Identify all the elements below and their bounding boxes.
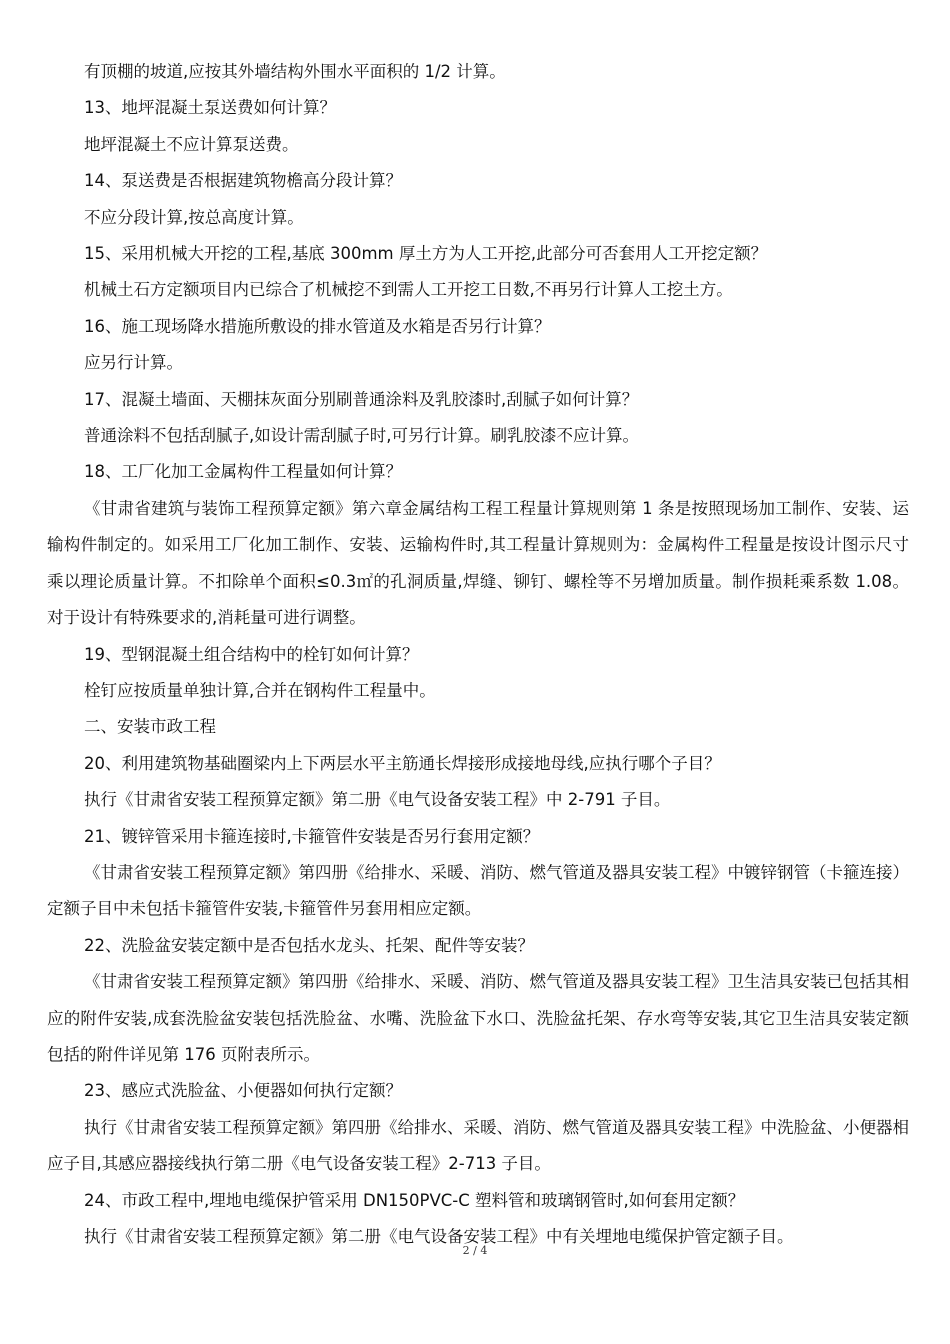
question-20: 20、利用建筑物基础圈梁内上下两层水平主筋通长焊接形成接地母线,应执行哪个子目？ bbox=[84, 753, 721, 773]
answer-17: 普通涂料不包括刮腻子,如设计需刮腻子时,可另行计算。刷乳胶漆不应计算。 bbox=[84, 426, 639, 446]
question-24: 24、市政工程中,埋地电缆保护管采用 DN150PVC-C 塑料管和玻璃钢管时,如何套用定额？ bbox=[84, 1190, 745, 1210]
section-heading: 二、安装市政工程 bbox=[84, 717, 216, 737]
question-23: 23、感应式洗脸盆、小便器如何执行定额？ bbox=[84, 1081, 402, 1101]
question-13: 13、地坪混凝土泵送费如何计算？ bbox=[84, 98, 336, 118]
answer-24: 执行《甘肃省安装工程预算定额》第二册《电气设备安装工程》中有关埋地电缆保护管定额子目。 bbox=[84, 1227, 794, 1246]
answer-23: 执行《甘肃省安装工程预算定额》第四册《给排水、采暖、消防、燃气管道及器具安装工程》中洗脸盆、小便器相应子目,其感应器接线执行第二册《电气设备安装工程》2-713 子目。 bbox=[47, 1117, 909, 1174]
answer-22: 《甘肃省安装工程预算定额》第四册《给排水、采暖、消防、燃气管道及器具安装工程》卫生洁具安装已包括其相应的附件安装,成套洗脸盆安装包括洗脸盆、水嘴、洗脸盆下水口、洗脸盆托架、存水弯等安装,其它卫生洁具安装定额包括的附件详见第 176 页附表所示。 bbox=[47, 972, 909, 1064]
answer-16: 应另行计算。 bbox=[84, 353, 183, 373]
page-number: 2 / 4 bbox=[462, 1244, 488, 1257]
question-16: 16、施工现场降水措施所敷设的排水管道及水箱是否另行计算？ bbox=[84, 316, 551, 336]
question-17: 17、混凝土墙面、天棚抹灰面分别刷普通涂料及乳胶漆时,刮腻子如何计算？ bbox=[84, 389, 639, 409]
answer-18: 《甘肃省建筑与装饰工程预算定额》第六章金属结构工程工程量计算规则第 1 条是按照现场加工制作、安装、运输构件制定的。如采用工厂化加工制作、安装、运输构件时,其工程量计算规则为：金属构件工程量是按设计图示尺寸乘以理论质量计算。不扣除单个面积≤0.3㎡的孔洞质量,焊缝、铆钉、螺栓等不另增加质量。制作损耗乘系数 1.08。对于设计有特殊要求的,消耗量可进行调整。 bbox=[47, 498, 909, 628]
answer-20: 执行《甘肃省安装工程预算定额》第二册《电气设备安装工程》中 2-791 子目。 bbox=[84, 790, 671, 810]
question-18: 18、工厂化加工金属构件工程量如何计算？ bbox=[84, 462, 402, 482]
question-22: 22、洗脸盆安装定额中是否包括水龙头、托架、配件等安装？ bbox=[84, 935, 534, 955]
answer-21: 《甘肃省安装工程预算定额》第四册《给排水、采暖、消防、燃气管道及器具安装工程》中镀锌钢管（卡箍连接）定额子目中未包括卡箍管件安装,卡箍管件另套用相应定额。 bbox=[47, 862, 909, 919]
answer-14: 不应分段计算,按总高度计算。 bbox=[84, 207, 304, 227]
question-21: 21、镀锌管采用卡箍连接时,卡箍管件安装是否另行套用定额？ bbox=[84, 826, 540, 846]
question-14: 14、泵送费是否根据建筑物檐高分段计算？ bbox=[84, 171, 402, 191]
document-body bbox=[47, 54, 909, 1255]
question-15: 15、采用机械大开挖的工程,基底 300mm 厚土方为人工开挖,此部分可否套用人工开挖定额？ bbox=[84, 244, 768, 264]
question-19: 19、型钢混凝土组合结构中的栓钉如何计算？ bbox=[84, 644, 419, 664]
answer-13: 地坪混凝土不应计算泵送费。 bbox=[84, 134, 299, 154]
answer-19: 栓钉应按质量单独计算,合并在钢构件工程量中。 bbox=[84, 680, 436, 700]
paragraph: 有顶棚的坡道,应按其外墙结构外围水平面积的 1/2 计算。 bbox=[84, 62, 506, 81]
answer-15: 机械土石方定额项目内已综合了机械挖不到需人工开挖工日数,不再另行计算人工挖土方。 bbox=[84, 280, 733, 300]
